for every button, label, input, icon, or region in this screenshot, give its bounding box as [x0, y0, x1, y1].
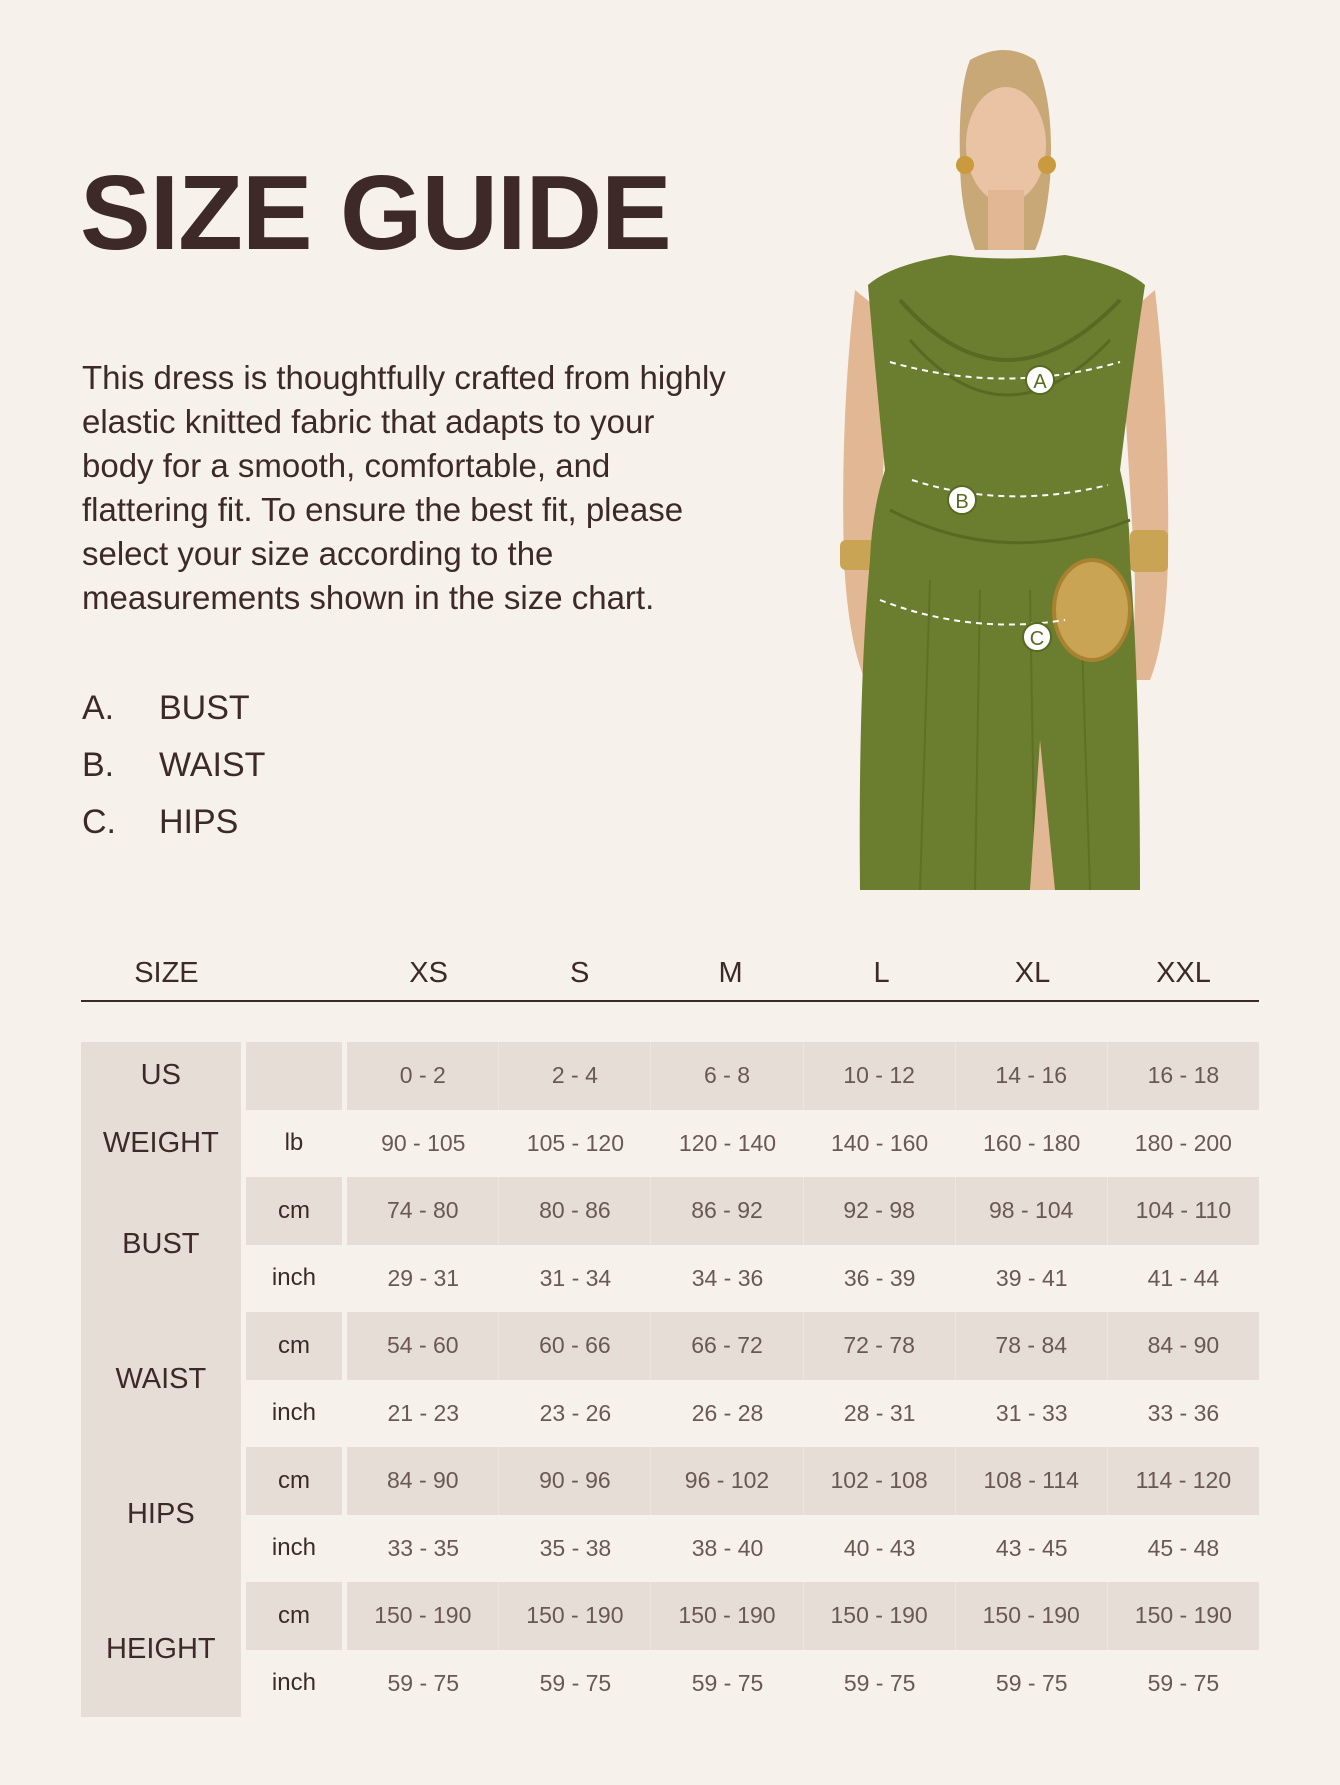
- table-cell: 43 - 45: [995, 1534, 1068, 1561]
- table-cell: 21 - 23: [387, 1399, 460, 1426]
- marker-b: [948, 486, 976, 514]
- table-cell: 0 - 2: [347, 1042, 499, 1110]
- marker-a: [1026, 366, 1054, 394]
- table-cell: 33 - 35: [387, 1534, 460, 1561]
- row-label: US: [81, 1042, 246, 1110]
- table-cell: 59 - 75: [1147, 1669, 1220, 1696]
- marker-b-label: B: [955, 491, 969, 513]
- table-cell: 80 - 86: [499, 1177, 651, 1245]
- table-row: [81, 1110, 1259, 1178]
- page-title: SIZE GUIDE: [80, 154, 671, 272]
- row-unit: inch: [246, 1650, 348, 1718]
- row-unit: inch: [246, 1515, 348, 1583]
- measurement-label: BUST: [159, 689, 250, 727]
- table-cell: 10 - 12: [804, 1042, 956, 1110]
- table-cell: 84 - 90: [1108, 1312, 1259, 1380]
- table-cell: 108 - 114: [956, 1447, 1108, 1515]
- table-cell: 114 - 120: [1108, 1447, 1259, 1515]
- table-cell: 14 - 16: [956, 1042, 1108, 1110]
- size-header-m: M: [718, 956, 743, 989]
- table-row: [81, 1515, 1259, 1583]
- table-cell: 40 - 43: [843, 1534, 916, 1561]
- measurement-item-waist: [82, 737, 265, 794]
- table-cell: 31 - 33: [995, 1399, 1068, 1426]
- table-cell: 150 - 190: [347, 1582, 499, 1650]
- table-cell: 105 - 120: [526, 1129, 624, 1156]
- table-cell: 104 - 110: [1108, 1177, 1259, 1245]
- table-row: [81, 1245, 1259, 1313]
- table-cell: 41 - 44: [1147, 1264, 1220, 1291]
- table-cell: 33 - 36: [1147, 1399, 1220, 1426]
- measurement-label: WAIST: [159, 746, 266, 784]
- table-cell: 39 - 41: [995, 1264, 1068, 1291]
- model-dress-illustration: [830, 40, 1180, 890]
- measurement-letter: B.: [82, 746, 115, 784]
- row-unit: cm: [246, 1447, 348, 1515]
- size-header-xs: XS: [409, 956, 448, 989]
- row-unit: cm: [246, 1177, 348, 1245]
- table-cell: 66 - 72: [651, 1312, 803, 1380]
- table-cell: 92 - 98: [804, 1177, 956, 1245]
- row-unit: lb: [246, 1110, 348, 1178]
- size-header-label: SIZE: [134, 956, 199, 989]
- measurement-item-bust: [82, 680, 265, 737]
- table-cell: 54 - 60: [347, 1312, 499, 1380]
- size-header-s: S: [569, 956, 590, 989]
- measurement-label: HIPS: [159, 803, 239, 841]
- table-cell: 59 - 75: [691, 1669, 764, 1696]
- table-cell: 59 - 75: [539, 1669, 612, 1696]
- table-cell: 38 - 40: [691, 1534, 764, 1561]
- row-label: BUST: [81, 1177, 246, 1312]
- size-chart-table: [81, 1042, 1259, 1717]
- table-cell: 90 - 105: [381, 1129, 466, 1156]
- size-header-row: [81, 946, 1259, 1002]
- row-unit: [246, 1042, 348, 1110]
- product-description: This dress is thoughtfully crafted from highly elastic knitted fabric that adapts to your body for a smooth, comfortable, and flattering fit. To ensure the best fit, please select your size according to the measurements shown in the size chart.: [82, 359, 726, 616]
- table-cell: 78 - 84: [956, 1312, 1108, 1380]
- measurement-letter: A.: [82, 689, 115, 727]
- table-cell: 150 - 190: [1108, 1582, 1259, 1650]
- table-cell: 29 - 31: [387, 1264, 460, 1291]
- row-unit: cm: [246, 1312, 348, 1380]
- table-cell: 98 - 104: [956, 1177, 1108, 1245]
- row-label: WEIGHT: [81, 1110, 246, 1178]
- table-row: [81, 1447, 1259, 1515]
- measurement-letter: C.: [82, 803, 116, 841]
- table-cell: 150 - 190: [804, 1582, 956, 1650]
- table-cell: 23 - 26: [539, 1399, 612, 1426]
- size-header-xl: XL: [1014, 956, 1051, 989]
- table-cell: 59 - 75: [387, 1669, 460, 1696]
- table-cell: 59 - 75: [843, 1669, 916, 1696]
- table-cell: 150 - 190: [956, 1582, 1108, 1650]
- size-header-l: L: [873, 956, 890, 989]
- table-row: [81, 1380, 1259, 1448]
- table-cell: 140 - 160: [831, 1129, 929, 1156]
- table-cell: 34 - 36: [691, 1264, 764, 1291]
- table-cell: 150 - 190: [651, 1582, 803, 1650]
- row-label: WAIST: [81, 1312, 246, 1447]
- measurement-legend: [82, 680, 265, 851]
- marker-c: [1023, 623, 1051, 651]
- table-cell: 2 - 4: [499, 1042, 651, 1110]
- marker-a-label: A: [1033, 371, 1047, 393]
- table-cell: 74 - 80: [347, 1177, 499, 1245]
- table-row: [81, 1177, 1259, 1245]
- table-row: [81, 1650, 1259, 1718]
- table-cell: 26 - 28: [691, 1399, 764, 1426]
- table-cell: 180 - 200: [1134, 1129, 1232, 1156]
- marker-c-label: C: [1029, 628, 1045, 650]
- table-cell: 86 - 92: [651, 1177, 803, 1245]
- size-header-xxl: XXL: [1156, 956, 1211, 989]
- row-label: HIPS: [81, 1447, 246, 1582]
- table-row: [81, 1042, 1259, 1110]
- table-cell: 28 - 31: [843, 1399, 916, 1426]
- table-cell: 16 - 18: [1108, 1042, 1259, 1110]
- table-cell: 36 - 39: [843, 1264, 916, 1291]
- table-cell: 102 - 108: [804, 1447, 956, 1515]
- table-cell: 59 - 75: [995, 1669, 1068, 1696]
- table-cell: 90 - 96: [499, 1447, 651, 1515]
- table-row: [81, 1582, 1259, 1650]
- row-unit: cm: [246, 1582, 348, 1650]
- row-unit: inch: [246, 1380, 348, 1448]
- table-cell: 31 - 34: [539, 1264, 612, 1291]
- table-cell: 84 - 90: [347, 1447, 499, 1515]
- table-cell: 120 - 140: [678, 1129, 777, 1156]
- table-cell: 150 - 190: [499, 1582, 651, 1650]
- table-cell: 96 - 102: [651, 1447, 803, 1515]
- row-unit: inch: [246, 1245, 348, 1313]
- table-cell: 60 - 66: [499, 1312, 651, 1380]
- table-cell: 35 - 38: [539, 1534, 612, 1561]
- table-row: [81, 1312, 1259, 1380]
- table-cell: 72 - 78: [804, 1312, 956, 1380]
- row-label: HEIGHT: [81, 1582, 246, 1717]
- table-cell: 45 - 48: [1147, 1534, 1220, 1561]
- table-cell: 6 - 8: [651, 1042, 803, 1110]
- measurement-item-hips: [82, 794, 265, 851]
- table-cell: 160 - 180: [983, 1129, 1081, 1156]
